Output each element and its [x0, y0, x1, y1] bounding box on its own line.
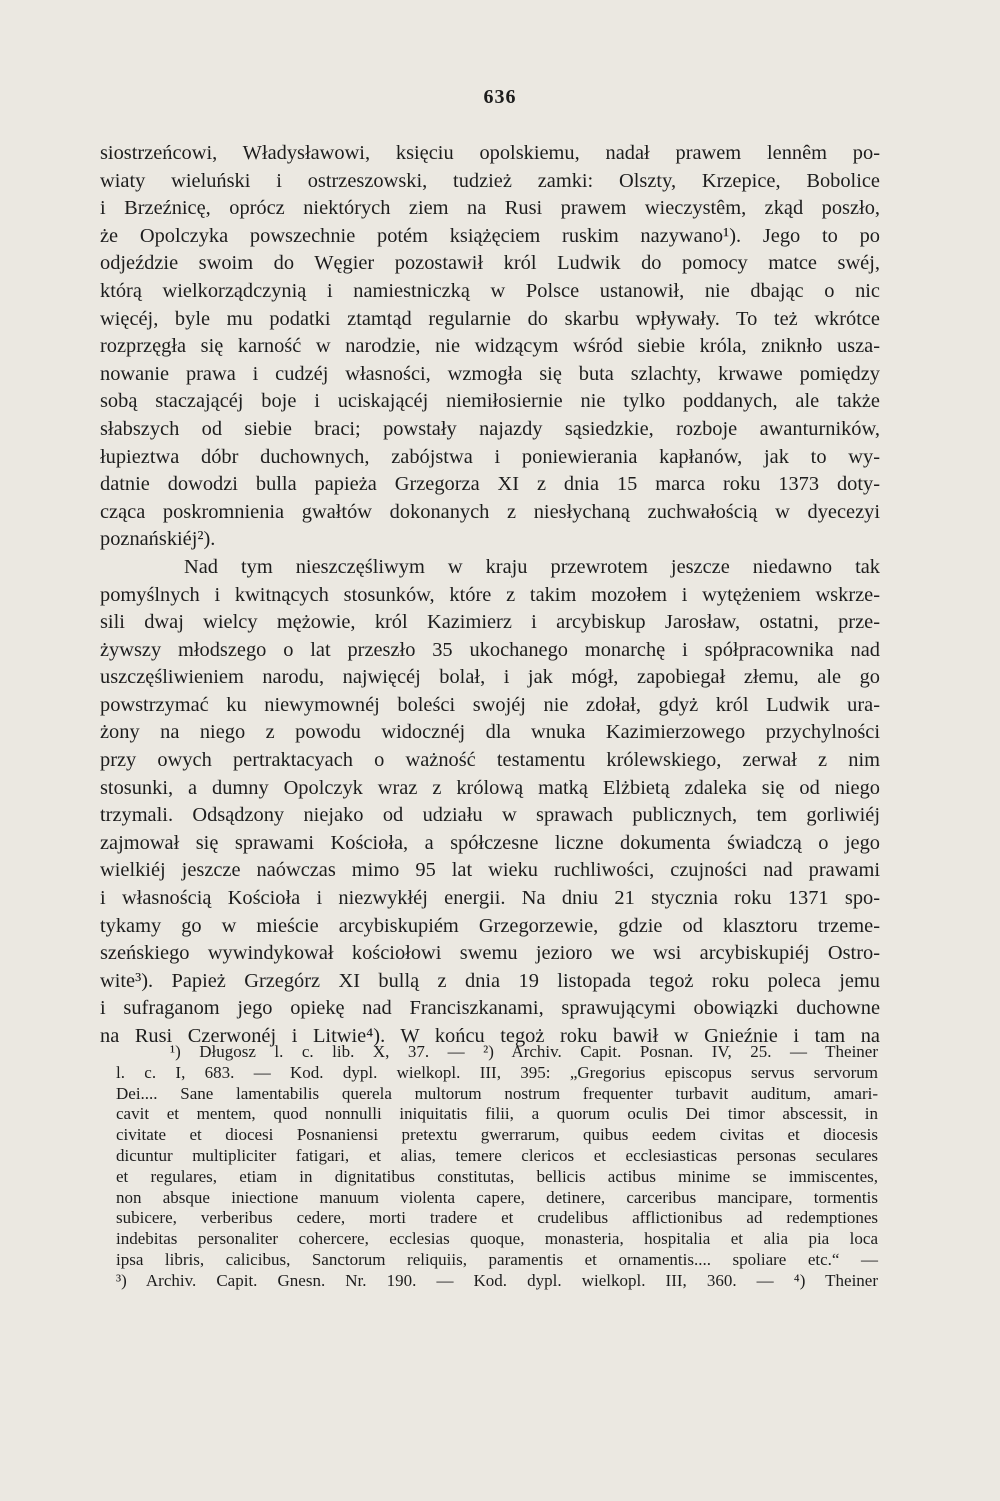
text-line: żywszy młodszego o lat przeszło 35 ukochanego monarchę i spółpracownika nad [100, 638, 880, 661]
text-line: łupieztwa dóbr duchownych, zabójstwa i poniewierania kapłanów, jak to wy- [100, 445, 880, 468]
text-line: poznańskiéj²). [100, 528, 216, 551]
text-line: wiaty wieluński i ostrzeszowski, tudzież zamki: Olszty, Krzepice, Bobolice [100, 169, 880, 192]
text-line: że Opolczyka powszechnie potém książęciem ruskim nazywano¹). Jego to po [100, 224, 880, 247]
footnote-line: l. c. I, 683. — Kod. dypl. wielkopl. III, 395: „Gregorius episcopus servus servorum [116, 1062, 878, 1082]
text-line: więcéj, byle mu podatki ztamtąd regularnie do skarbu wpływały. To też wkrótce [100, 307, 880, 330]
footnote-line: dicuntur multipliciter fatigari, et alias, temere clericos et ecclesiasticas personas seculares [116, 1145, 878, 1165]
footnote-line: indebitas personaliter cohercere, ecclesias quoque, monasteria, hospitalia et alia pia loca [116, 1229, 878, 1249]
text-line: rozprzęgła się karność w narodzie, nie widzącym wśród siebie króla, zniknło usza- [100, 335, 880, 358]
text-line: uszczęśliwieniem narodu, najwięcéj bolał, i jak mógł, zapobiegał złemu, ale go [100, 666, 880, 689]
footnotes [116, 1042, 878, 1292]
text-line: datnie dowodzi bulla papieża Grzegorza XI z dnia 15 marca roku 1373 doty- [100, 473, 880, 496]
text-line: odjeździe swoim do Węgier pozostawił król Ludwik do pomocy matce swéj, [100, 252, 880, 275]
main-text [100, 140, 880, 1051]
text-line: stosunki, a dumny Opolczyk wraz z królową matką Elżbietą zdaleka się od niego [100, 776, 880, 799]
text-line: i własnością Kościoła i niezwykłéj energii. Na dniu 21 stycznia roku 1371 spo- [100, 887, 880, 910]
text-line: i Brzeźnicę, oprócz niektórych ziem na Rusi prawem wieczystêm, zkąd poszło, [100, 197, 880, 220]
footnote-line: ¹) Długosz l. c. lib. X, 37. — ²) Archiv. Capit. Posnan. IV, 25. — Theiner [170, 1042, 878, 1061]
page-number: 636 [483, 86, 517, 108]
footnote-line: civitate et diocesi Posnaniensi pretextu gwerrarum, quibus eedem civitas et diocesis [116, 1125, 878, 1145]
text-line: którą wielkorządczynią i namiestniczką w Polsce ustanowił, nie dbając o nic [100, 279, 880, 302]
footnote-line: Dei.... Sane lamentabilis querela multorum nostrum frequenter turbavit auditum, amari- [116, 1083, 878, 1103]
text-line: słabszych od siebie braci; powstały najazdy sąsiedzkie, rozboje awanturników, [100, 417, 880, 440]
text-line: cząca poskromnienia gwałtów dokonanych z niesłychaną zuchwałością w dyecezyi [100, 500, 880, 523]
text-line: sobą staczającéj boje i uciskającéj niemiłosiernie nie tylko poddanych, ale także [100, 390, 880, 413]
text-line: zajmował się sprawami Kościoła, a spółczesne liczne dokumenta świadczą o jego [100, 831, 880, 854]
text-line: przy owych pertraktacyach o ważność testamentu królewskiego, zerwał z nim [100, 749, 880, 772]
footnote-line: et regulares, etiam in dignitatibus constitutas, bellicis actibus minime se immiscentes, [116, 1166, 878, 1186]
text-line: siostrzeńcowi, Władysławowi, księciu opolskiemu, nadał prawem lennêm po- [100, 142, 880, 164]
text-line: trzymali. Odsądzony niejako od udziału w sprawach publicznych, tem gorliwiéj [100, 804, 880, 827]
footnote-line: cavit et mentem, quod nonnulli iniquitatis filii, a quorum oculis Dei timor abscessit, in [116, 1104, 878, 1124]
text-line: nowanie prawa i cudzéj własności, wzmogła się buta szlachty, krwawe pomiędzy [100, 362, 880, 385]
footnote-line: non absque iniectione manuum violenta capere, detinere, carceribus mancipare, tormentis [116, 1187, 878, 1207]
text-line: na Rusi Czerwonéj i Litwie⁴). W końcu tegoż roku bawił w Gnieźnie i tam na [100, 1025, 880, 1047]
text-line: sili dwaj wielcy mężowie, król Kazimierz i arcybiskup Jarosław, ostatni, prze- [100, 611, 880, 634]
footnote-line: ipsa libris, calicibus, Sanctorum reliquiis, paramentis et ornamentis.... spoliare etc.“ — [116, 1249, 878, 1269]
text-line: i sufraganom jego opiekę nad Franciszkanami, sprawującymi obowiązki duchowne [100, 997, 880, 1020]
text-line: wite³). Papież Grzegórz XI bullą z dnia 19 listopada tegoż roku poleca jemu [100, 969, 880, 992]
text-line: tykamy go w mieście arcybiskupiém Grzegorzewie, gdzie od klasztoru trzeme- [100, 914, 880, 937]
text-line: Nad tym nieszczęśliwym w kraju przewrotem jeszcze niedawno tak [184, 555, 880, 578]
footnote-line: subicere, verberibus cedere, morti tradere et crudelibus afflictionibus ad redemptiones [116, 1208, 878, 1228]
text-line: szeńskiego wywindykował kościołowi swemu jezioro we wsi arcybiskupiéj Ostro- [100, 942, 880, 965]
text-line: żony na niego z powodu widocznéj dla wnuka Kazimierzowego przychylności [100, 721, 880, 744]
text-line: wielkiéj jeszcze naówczas mimo 95 lat wieku ruchliwości, czujności nad prawami [100, 859, 880, 882]
footnote-line: ³) Archiv. Capit. Gnesn. Nr. 190. — Kod. dypl. wielkopl. III, 360. — ⁴) Theiner [116, 1270, 878, 1290]
text-line: pomyślnych i kwitnących stosunków, które z takim mozołem i wytężeniem wskrze- [100, 583, 880, 606]
text-line: powstrzymać ku niewymownéj boleści swojéj nie zdołał, gdyż król Ludwik ura- [100, 693, 880, 716]
